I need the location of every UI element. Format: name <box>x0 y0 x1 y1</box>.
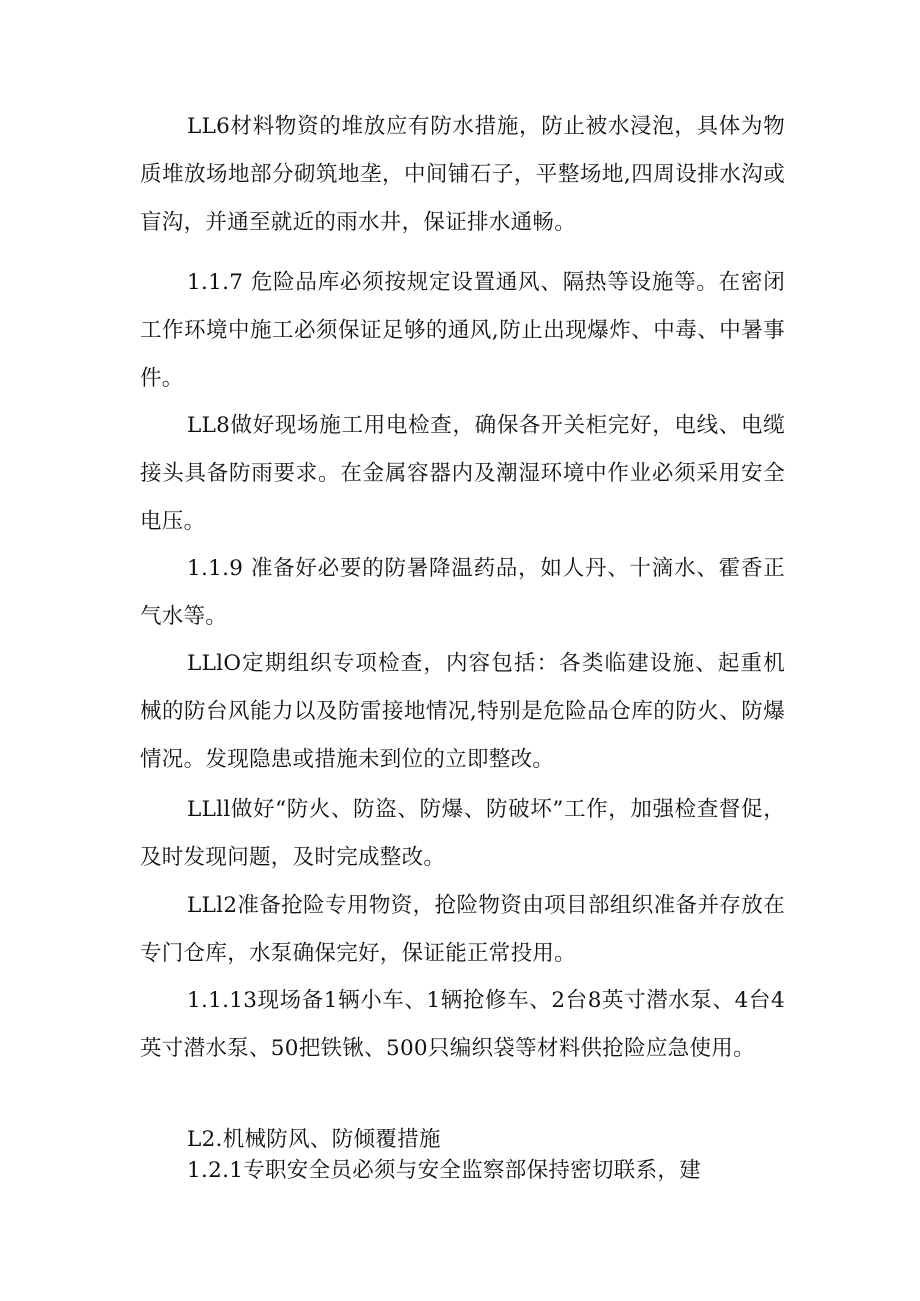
paragraph-1-1-8: LL8做好现场施工用电检查，确保各开关柜完好，电线、电缆接头具备防雨要求。在金属容器内及潮湿环境中作业必须采用安全电压。 <box>140 413 785 534</box>
paragraph-1-1-11: LLll做好“防火、防盗、防爆、防破坏”工作，加强检查督促，及时发现问题，及时完成整改。 <box>140 797 785 870</box>
paragraph-1-1-9: 1.1.9 准备好必要的防暑降温药品，如人丹、十滴水、霍香正气水等。 <box>140 556 785 629</box>
paragraph-1-1-13: 1.1.13现场备1辆小车、1辆抢修车、2台8英寸潜水泵、4台4英寸潜水泵、50把铁锹、500只编织袋等材料供抢险应急使用。 <box>140 988 785 1061</box>
paragraph-1-1-10: LLlO定期组织专项检查，内容包括：各类临建设施、起重机械的防台风能力以及防雷接地情况,特别是危险品仓库的防火、防爆情况。发现隐患或措施未到位的立即整改。 <box>140 651 785 772</box>
paragraph-1-1-6: LL6材料物资的堆放应有防水措施，防止被水浸泡，具体为物质堆放场地部分砌筑地垄，中间铺石子，平整场地,四周设排水沟或盲沟，并通至就近的雨水井，保证排水通畅。 <box>140 114 785 235</box>
section-heading-1-2: L2.机械防风、防倾覆措施 <box>187 1127 441 1152</box>
paragraph-1-1-12: LLl2准备抢险专用物资，抢险物资由项目部组织准备并存放在专门仓库，水泵确保完好，保证能正常投用。 <box>140 893 785 966</box>
paragraph-1-1-7: 1.1.7 危险品库必须按规定设置通风、隔热等设施等。在密闭工作环境中施工必须保证足够的通风,防止出现爆炸、中毒、中暑事件。 <box>140 270 785 391</box>
paragraph-1-2-1: 1.2.1专职安全员必须与安全监察部保持密切联系，建 <box>187 1158 702 1183</box>
